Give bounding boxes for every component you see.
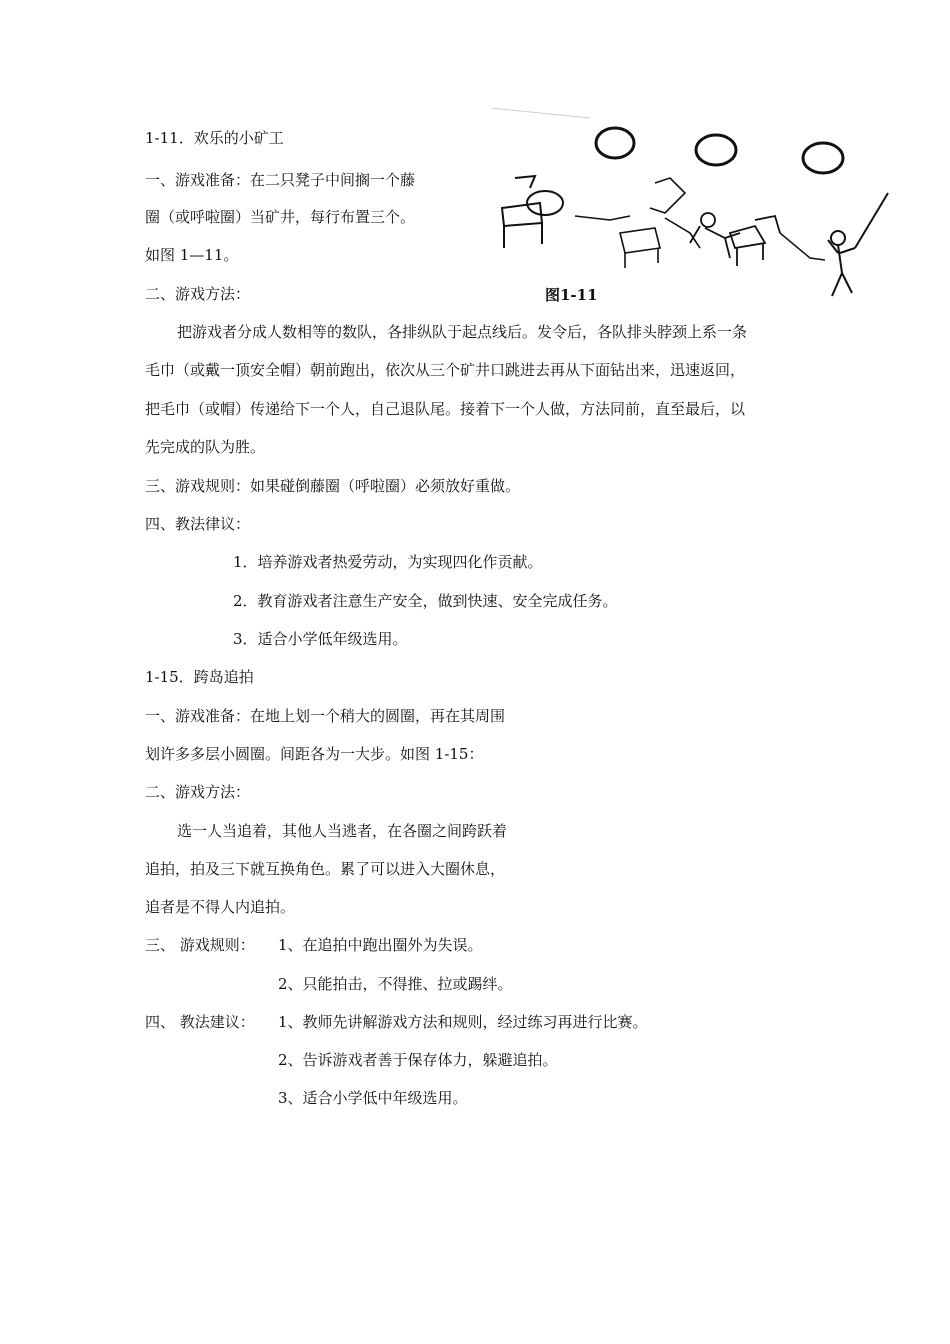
s2-advice-item-1: 1、教师先讲解游戏方法和规则，经过练习再进行比赛。 bbox=[278, 1013, 648, 1031]
s1-rules: 三、游戏规则：如果碰倒藤圈（呼啦圈）必须放好重做。 bbox=[145, 477, 521, 495]
s1-method-line-2: 毛巾（或戴一顶安全帽）朝前跑出，依次从三个矿井口跳进去再从下面钻出来，迅速返回， bbox=[145, 361, 746, 379]
crawling-player-icon bbox=[690, 213, 780, 266]
teacher-figure-icon bbox=[828, 193, 888, 296]
section-2-title: 1-15．跨岛追拍 bbox=[145, 668, 254, 686]
hoop-icon bbox=[596, 128, 634, 158]
s2-prep-line-2: 划许多多层小圆圈。间距各为一大步。如图 1-15： bbox=[145, 745, 484, 763]
s2-prep-line-1: 一、游戏准备：在地上划一个稍大的圆圈，再在其周围 bbox=[145, 707, 506, 725]
top-rule bbox=[490, 108, 590, 118]
figure-caption: 图1-11 bbox=[545, 286, 598, 304]
s2-method-line-2: 追拍，拍及三下就互换角色。累了可以进入大圈休息， bbox=[145, 860, 506, 878]
s2-advice-item-2: 2、告诉游戏者善于保存体力，躲避追拍。 bbox=[278, 1051, 558, 1069]
s1-prep-line-3: 如图 1—11。 bbox=[145, 246, 239, 264]
miner-game-illustration bbox=[490, 108, 910, 308]
s2-method-line-3: 追者是不得人内追拍。 bbox=[145, 898, 296, 916]
s2-advice-item-3: 3、适合小学低中年级选用。 bbox=[278, 1089, 468, 1107]
s2-method-heading: 二、游戏方法： bbox=[145, 783, 251, 801]
s2-rules-item-2: 2、只能拍击，不得推、拉或踢绊。 bbox=[278, 975, 513, 993]
hoop-icon bbox=[803, 143, 843, 173]
figure-1-11 bbox=[490, 108, 910, 308]
s1-method-line-3: 把毛巾（或帽）传递给下一个人，自己退队尾。接着下一个人做，方法同前，直至最后，以 bbox=[145, 400, 746, 418]
stool-icon bbox=[502, 176, 563, 248]
s2-rules-item-1: 1、在追拍中跑出圈外为失误。 bbox=[278, 936, 483, 954]
hoop-icon bbox=[696, 135, 736, 165]
s1-method-line-4: 先完成的队为胜。 bbox=[145, 438, 266, 456]
path-line-icon bbox=[780, 233, 825, 260]
s1-prep-line-1: 一、游戏准备：在二只凳子中间搁一个藤 bbox=[145, 171, 416, 189]
s1-method-heading: 二、游戏方法： bbox=[145, 285, 251, 303]
s2-advice-label: 四、 教法建议： bbox=[145, 1013, 255, 1031]
s2-method-line-1: 选一人当追着，其他人当逃者，在各圈之间跨跃着 bbox=[177, 822, 508, 840]
s1-advice-heading: 四、教法律议： bbox=[145, 515, 251, 533]
running-path-icon bbox=[575, 178, 700, 268]
section-1-title: 1-11．欢乐的小矿工 bbox=[145, 129, 284, 147]
s1-advice-item-2: 2．教育游戏者注意生产安全，做到快速、安全完成任务。 bbox=[233, 592, 618, 610]
s1-advice-item-3: 3．适合小学低年级选用。 bbox=[233, 630, 408, 648]
s1-method-line-1: 把游戏者分成人数相等的数队，各排纵队于起点线后。发令后，各队排头脖颈上系一条 bbox=[177, 323, 748, 341]
s1-advice-item-1: 1．培养游戏者热爱劳动，为实现四化作贡献。 bbox=[233, 553, 543, 571]
s2-rules-label: 三、 游戏规则： bbox=[145, 936, 255, 954]
s1-prep-line-2: 圈（或呼啦圈）当矿井，每行布置三个。 bbox=[145, 208, 416, 226]
